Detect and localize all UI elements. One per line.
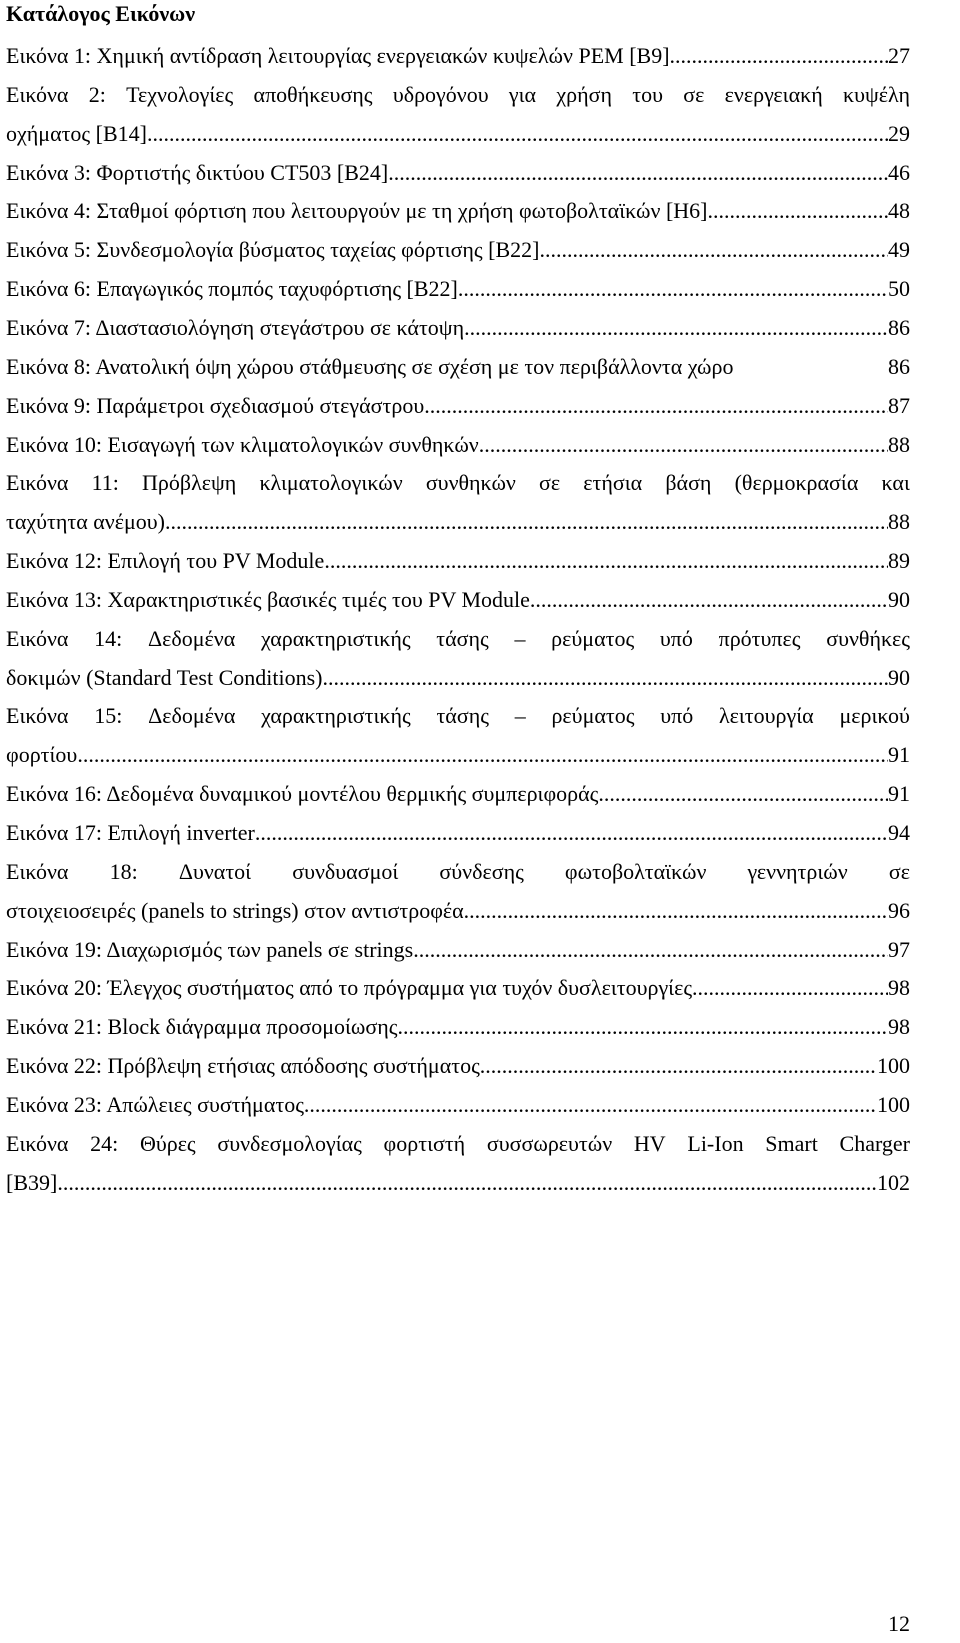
toc-word: κυψέλη: [842, 81, 910, 107]
toc-word: σε: [539, 470, 561, 496]
toc-entry-page: 100: [877, 1091, 910, 1117]
toc-word: του: [632, 81, 663, 107]
toc-entry-title: Εικόνα 6: Επαγωγικός πομπός ταχυφόρτισης [B22]: [6, 276, 458, 302]
dot-leader: [255, 815, 888, 851]
toc-word: συνδυασμοί: [292, 858, 399, 884]
toc-entry-line: [6, 271, 910, 307]
toc-word: πρότυπες: [718, 625, 801, 651]
toc-entry-page: 49: [888, 237, 910, 263]
toc-word: βάση: [665, 470, 712, 496]
toc-word: σε: [683, 81, 705, 107]
toc-entry-title: Εικόνα 17: Επιλογή inverter: [6, 820, 255, 845]
toc-word: τάσης: [436, 703, 489, 729]
toc-entry-line: [6, 310, 910, 346]
toc-word: γεννητριών: [747, 858, 848, 884]
toc-word: υπό: [660, 703, 694, 729]
toc-entry-title: Εικόνα 9: Παράμετροι σχεδιασμού στεγάστρου: [6, 392, 425, 418]
toc-word: Εικόνα: [6, 858, 69, 884]
toc-word: συνθηκών: [425, 470, 516, 496]
toc-entry-title: Εικόνα 5: Συνδεσμολογία βύσματος ταχείας φόρτισης [B22]: [6, 237, 540, 263]
toc-entry-line: [6, 155, 910, 191]
toc-entry-line: [6, 504, 910, 540]
toc-word: 15:: [94, 703, 123, 729]
dot-leader: [324, 543, 888, 579]
dot-leader: [413, 932, 888, 968]
toc-entry-title: ταχύτητα ανέμου): [6, 509, 165, 535]
toc-word: Εικόνα: [6, 470, 69, 496]
toc-word: υδρογόνου: [392, 81, 489, 107]
toc-entry-first-line: [6, 465, 910, 501]
dot-leader: [388, 155, 888, 191]
dot-leader: [458, 271, 888, 307]
toc-word: HV: [633, 1130, 666, 1156]
toc-entry-title: Εικόνα 12: Επιλογή του PV Module: [6, 548, 325, 574]
toc-word: –: [514, 625, 526, 651]
dot-leader: [480, 1048, 877, 1084]
dot-leader: [147, 116, 888, 152]
toc-word: συνδεσμολογίας: [217, 1130, 362, 1156]
toc-entry-title: Εικόνα 10: Εισαγωγή των κλιματολογικών συνθηκών: [6, 431, 479, 457]
toc-entry-line: [6, 1048, 910, 1084]
toc-entry-line: [6, 232, 910, 268]
dot-leader: [530, 582, 888, 618]
toc-entry-page: 97: [888, 936, 910, 962]
toc-word: υπό: [659, 625, 693, 651]
toc-word: κλιματολογικών: [259, 470, 403, 496]
toc-entry-page: 86: [888, 314, 910, 340]
toc-word: Εικόνα: [6, 81, 69, 107]
toc-entry-line: [6, 38, 910, 74]
dot-leader: [397, 1009, 888, 1045]
dot-leader: [464, 893, 888, 929]
dot-leader: [670, 38, 888, 74]
toc-entry-line: [6, 815, 910, 851]
toc-word: ρεύματος: [551, 625, 635, 651]
toc-entry-page: 94: [888, 820, 910, 845]
toc-entry-title: Εικόνα 1: Χημική αντίδραση λειτουργίας ενεργειακών κυψελών PEM [B9]: [6, 43, 670, 68]
toc-word: και: [881, 470, 910, 496]
toc-word: Charger: [839, 1130, 910, 1156]
toc-word: μερικού: [839, 703, 910, 729]
toc-entry-line: [6, 543, 910, 579]
toc-entry-line: [6, 1165, 910, 1201]
toc-entry-page: 29: [888, 120, 910, 146]
toc-entry-page: 100: [877, 1053, 910, 1079]
toc-entry-page: 86: [888, 353, 910, 379]
toc-entry-line: [6, 932, 910, 968]
toc-entry-line: [6, 116, 910, 152]
dot-leader: [304, 1087, 877, 1123]
toc-entry-first-line: [6, 621, 910, 657]
dot-leader: [57, 1165, 877, 1201]
toc-word: συσσωρευτών: [486, 1130, 613, 1156]
toc-entry-page: 88: [888, 509, 910, 535]
toc-word: Θύρες: [139, 1130, 196, 1156]
toc-entry-page: 50: [888, 276, 910, 302]
toc-entry-title: Εικόνα 3: Φορτιστής δικτύου CT503 [B24]: [6, 159, 389, 185]
toc-entry-page: 87: [888, 392, 910, 418]
toc-entry-page: 90: [888, 664, 910, 690]
toc-entry-line: [6, 660, 910, 696]
toc-word: Πρόβλεψη: [142, 470, 237, 496]
toc-word: Li-Ion: [687, 1130, 744, 1156]
toc-entry-title: Εικόνα 20: Έλεγχος συστήματος από το πρόγραμμα για τυχόν δυσλειτουργίες: [6, 975, 693, 1001]
toc-entry-line: [6, 1087, 910, 1123]
page-title: Κατάλογος Εικόνων: [6, 1, 196, 26]
toc-word: ενεργειακή: [724, 81, 823, 107]
dot-leader: [322, 660, 888, 696]
toc-entry-title: Εικόνα 22: Πρόβλεψη ετήσιας απόδοσης συστήματος: [6, 1053, 480, 1079]
toc-entry-title: Εικόνα 16: Δεδομένα δυναμικού μοντέλου θερμικής συμπεριφοράς: [6, 781, 599, 807]
toc-entry-line: [6, 582, 910, 618]
toc-entry-line: [6, 1009, 910, 1045]
toc-entry-line: [6, 193, 910, 229]
toc-entry-page: 90: [888, 586, 910, 612]
dot-leader: [708, 193, 889, 229]
toc-word: Δεδομένα: [148, 703, 236, 729]
toc-word: Δυνατοί: [178, 858, 252, 884]
toc-word: αποθήκευσης: [253, 81, 373, 107]
toc-word: 11:: [91, 470, 119, 496]
toc-word: συνθήκες: [826, 625, 910, 651]
toc-entry-page: 89: [888, 548, 910, 574]
toc-entry-title: Εικόνα 7: Διαστασιολόγηση στεγάστρου σε κάτοψη: [6, 314, 465, 340]
toc-entry-page: 88: [888, 431, 910, 457]
toc-word: τάσης: [436, 625, 489, 651]
toc-entry-title: Εικόνα 13: Χαρακτηριστικές βασικές τιμές του PV Module: [6, 586, 530, 612]
toc-word: ρεύματος: [551, 703, 635, 729]
toc-entry-title: [B39]: [6, 1169, 58, 1195]
toc-entry-first-line: [6, 854, 910, 890]
toc-entry-title: Εικόνα 19: Διαχωρισμός των panels σε strings: [6, 936, 414, 962]
toc-word: ετήσια: [583, 470, 643, 496]
toc-word: φορτιστή: [383, 1130, 466, 1156]
toc-entry-page: 98: [888, 1014, 910, 1040]
toc-entry-page: 27: [888, 43, 910, 68]
toc-entry-line: [6, 349, 910, 385]
toc-word: Εικόνα: [6, 625, 69, 651]
page-number: 12: [888, 1611, 910, 1636]
toc-entry-title: Εικόνα 21: Block διάγραμμα προσομοίωσης: [6, 1014, 398, 1040]
toc-word: χαρακτηριστικής: [260, 625, 411, 651]
toc-entry-page: 48: [888, 198, 910, 224]
dot-leader: [77, 737, 888, 773]
toc-word: 2:: [88, 81, 106, 107]
toc-word: σύνδεσης: [439, 858, 524, 884]
toc-entry-page: 98: [888, 975, 910, 1001]
toc-entry-page: 91: [888, 781, 910, 807]
dot-leader: [598, 776, 888, 812]
toc-entry-first-line: [6, 698, 910, 734]
toc-entry-title: στοιχειοσειρές (panels to strings) στον αντιστροφέα: [6, 897, 464, 923]
toc-entry-line: [6, 388, 910, 424]
toc-word: χρήση: [556, 81, 612, 107]
toc-word: –: [514, 703, 526, 729]
toc-entry-title: Εικόνα 8: Ανατολική όψη χώρου στάθμευσης σε σχέση με τον περιβάλλοντα χώρο: [6, 353, 734, 379]
toc-entry-first-line: [6, 1126, 910, 1162]
toc-entry-page: 91: [888, 742, 910, 768]
dot-leader: [424, 388, 888, 424]
toc-entry-line: [6, 776, 910, 812]
toc-word: χαρακτηριστικής: [261, 703, 411, 729]
dot-leader: [479, 427, 888, 463]
toc-word: Τεχνολογίες: [126, 81, 234, 107]
toc-entry-page: 46: [888, 159, 910, 185]
toc-word: σε: [888, 858, 910, 884]
toc-entry-page: 96: [888, 897, 910, 923]
toc-entry-page: 102: [877, 1169, 910, 1195]
dot-leader: [464, 310, 888, 346]
toc-word: (θερμοκρασία: [734, 470, 859, 496]
toc-word: για: [508, 81, 537, 107]
toc-entry-line: [6, 427, 910, 463]
toc-entry-line: [6, 970, 910, 1006]
toc-word: 18:: [109, 858, 138, 884]
toc-entry-first-line: [6, 77, 910, 113]
toc-word: Εικόνα: [6, 1130, 69, 1156]
dot-leader: [165, 504, 888, 540]
toc-entry-line: [6, 893, 910, 929]
toc-entry-title: οχήματος [B14]: [6, 120, 147, 146]
toc-entry-title: δοκιμών (Standard Test Conditions): [6, 664, 323, 690]
toc-entry-title: Εικόνα 4: Σταθμοί φόρτιση που λειτουργούν με τη χρήση φωτοβολταϊκών [H6]: [6, 198, 708, 224]
toc-entry-title: φορτίου: [6, 742, 78, 768]
dot-leader: [539, 232, 888, 268]
toc-word: 24:: [90, 1130, 119, 1156]
toc-word: Δεδομένα: [148, 625, 236, 651]
dot-leader: [692, 970, 888, 1006]
toc-entry-line: [6, 737, 910, 773]
toc-word: φωτοβολταϊκών: [564, 858, 707, 884]
toc-word: 14:: [94, 625, 123, 651]
toc-word: Smart: [765, 1130, 818, 1156]
toc-word: λειτουργία: [718, 703, 814, 729]
toc-word: Εικόνα: [6, 703, 69, 729]
toc-entry-title: Εικόνα 23: Απώλειες συστήματος: [6, 1091, 304, 1117]
